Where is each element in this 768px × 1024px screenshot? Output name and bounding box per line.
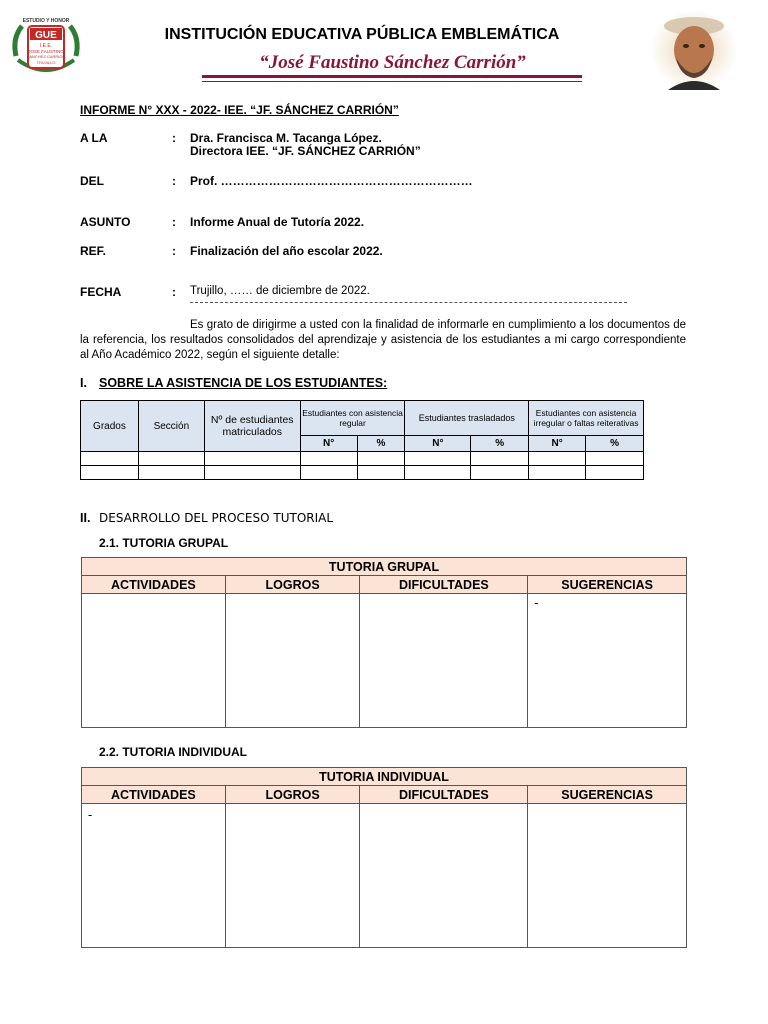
logo-line3: SANCHEZ CARRION <box>26 54 66 59</box>
table-cell[interactable] <box>357 466 405 480</box>
header-rule <box>202 75 582 78</box>
grupal-cell-sugerencias[interactable]: - <box>528 594 687 728</box>
institution-title: INSTITUCIÓN EDUCATIVA PÚBLICA EMBLEMÁTICA <box>164 26 560 43</box>
sub-pct: % <box>586 436 644 452</box>
fecha-value: Trujillo, …… de diciembre de 2022. <box>190 285 370 297</box>
a-la-colon: : <box>172 131 176 145</box>
col-irregular: Estudiantes con asistencia irregular o faltas reiterativas <box>529 401 644 436</box>
table-cell[interactable] <box>586 452 644 466</box>
intro-paragraph: Es grato de dirigirme a usted con la finalidad de informarle en cumplimiento a los documentos de la referencia, los resultados consolidados del aprendizaje y asistencia de los estudiantes a mi cargo correspondiente al Año Académico 2022, según el siguiente detalle: <box>80 319 686 361</box>
fecha-label: FECHA <box>80 285 122 299</box>
grupal-col-logros: LOGROS <box>225 576 360 594</box>
ref-colon: : <box>172 244 176 258</box>
sub-n: N° <box>405 436 471 452</box>
table-cell[interactable] <box>529 466 586 480</box>
individual-table <box>81 767 687 948</box>
table-cell[interactable] <box>471 452 529 466</box>
individual-col-dificultades: DIFICULTADES <box>360 786 528 804</box>
table-cell[interactable] <box>81 452 139 466</box>
table-cell[interactable] <box>81 466 139 480</box>
table-cell[interactable] <box>300 466 357 480</box>
a-la-value-2: Directora IEE. “JF. SÁNCHEZ CARRIÓN” <box>190 144 421 158</box>
table-cell[interactable] <box>529 452 586 466</box>
table-cell[interactable] <box>586 466 644 480</box>
del-colon: : <box>172 174 176 188</box>
table-cell[interactable] <box>300 452 357 466</box>
individual-col-actividades: ACTIVIDADES <box>82 786 226 804</box>
asunto-colon: : <box>172 215 176 229</box>
asunto-value: Informe Anual de Tutoría 2022. <box>190 215 365 229</box>
del-value: Prof. ……………………………………………………… <box>190 174 473 188</box>
col-regular: Estudiantes con asistencia regular <box>300 401 405 436</box>
grupal-col-actividades: ACTIVIDADES <box>82 576 226 594</box>
portrait-image <box>648 6 740 90</box>
grupal-cell-actividades[interactable] <box>82 594 226 728</box>
section1-number: I. <box>80 376 87 390</box>
section2-number: II. <box>80 511 91 525</box>
section2-heading <box>80 511 333 525</box>
a-la-value-1: Dra. Francisca M. Tacanga López. <box>190 131 382 145</box>
individual-cell-logros[interactable] <box>225 804 360 948</box>
grupal-subtitle: 2.1. TUTORIA GRUPAL <box>99 536 229 550</box>
section1-heading <box>80 376 387 390</box>
individual-col-sugerencias: SUGERENCIAS <box>528 786 687 804</box>
attendance-table <box>80 400 644 480</box>
individual-col-logros: LOGROS <box>225 786 360 804</box>
grupal-col-dificultades: DIFICULTADES <box>360 576 528 594</box>
col-grados: Grados <box>81 401 139 452</box>
logo-top-text: ESTUDIO Y HONOR <box>22 18 70 24</box>
logo-letters: GUE <box>35 30 57 41</box>
del-label: DEL <box>80 174 104 188</box>
fecha-colon: : <box>172 285 176 299</box>
table-row <box>82 594 687 728</box>
col-trasladados: Estudiantes trasladados <box>405 401 529 436</box>
section1-title: SOBRE LA ASISTENCIA DE LOS ESTUDIANTES: <box>99 376 388 390</box>
informe-title: INFORME N° XXX - 2022- IEE. “JF. SÁNCHEZ CARRIÓN” <box>80 103 399 117</box>
individual-cell-actividades[interactable]: - <box>82 804 226 948</box>
table-row <box>82 804 687 948</box>
institution-subtitle: “José Faustino Sánchez Carrión” <box>259 52 526 73</box>
grupal-col-sugerencias: SUGERENCIAS <box>528 576 687 594</box>
grupal-cell-logros[interactable] <box>225 594 360 728</box>
table-cell[interactable] <box>138 452 204 466</box>
sub-n: N° <box>529 436 586 452</box>
asunto-label: ASUNTO <box>80 215 131 229</box>
table-row <box>81 452 644 466</box>
table-cell[interactable] <box>405 452 471 466</box>
individual-subtitle: 2.2. TUTORIA INDIVIDUAL <box>99 745 248 759</box>
sub-n: N° <box>300 436 357 452</box>
table-row <box>81 466 644 480</box>
dashed-divider <box>190 302 627 303</box>
col-seccion: Sección <box>138 401 204 452</box>
section2-title: DESARROLLO DEL PROCESO TUTORIAL <box>99 511 334 525</box>
grupal-cell-dificultades[interactable] <box>360 594 528 728</box>
individual-table-title: TUTORIA INDIVIDUAL <box>82 768 687 786</box>
table-cell[interactable] <box>204 466 300 480</box>
ref-label: REF. <box>80 244 107 258</box>
grupal-table <box>81 557 687 728</box>
sub-pct: % <box>471 436 529 452</box>
table-cell[interactable] <box>471 466 529 480</box>
header-rule-thin <box>202 81 582 82</box>
logo-line1: I.E.E. <box>39 43 53 49</box>
individual-cell-dificultades[interactable] <box>360 804 528 948</box>
logo-line2: JOSE FAUSTINO <box>28 49 64 54</box>
table-cell[interactable] <box>405 466 471 480</box>
ref-value: Finalización del año escolar 2022. <box>190 244 383 258</box>
sub-pct: % <box>357 436 405 452</box>
logo-line4: TRUJILLO <box>36 60 56 65</box>
col-matriculados: Nº de estudiantes matriculados <box>204 401 300 452</box>
individual-cell-sugerencias[interactable] <box>528 804 687 948</box>
table-cell[interactable] <box>138 466 204 480</box>
table-cell[interactable] <box>204 452 300 466</box>
table-cell[interactable] <box>357 452 405 466</box>
a-la-label: A LA <box>80 131 108 145</box>
grupal-table-title: TUTORIA GRUPAL <box>82 558 687 576</box>
